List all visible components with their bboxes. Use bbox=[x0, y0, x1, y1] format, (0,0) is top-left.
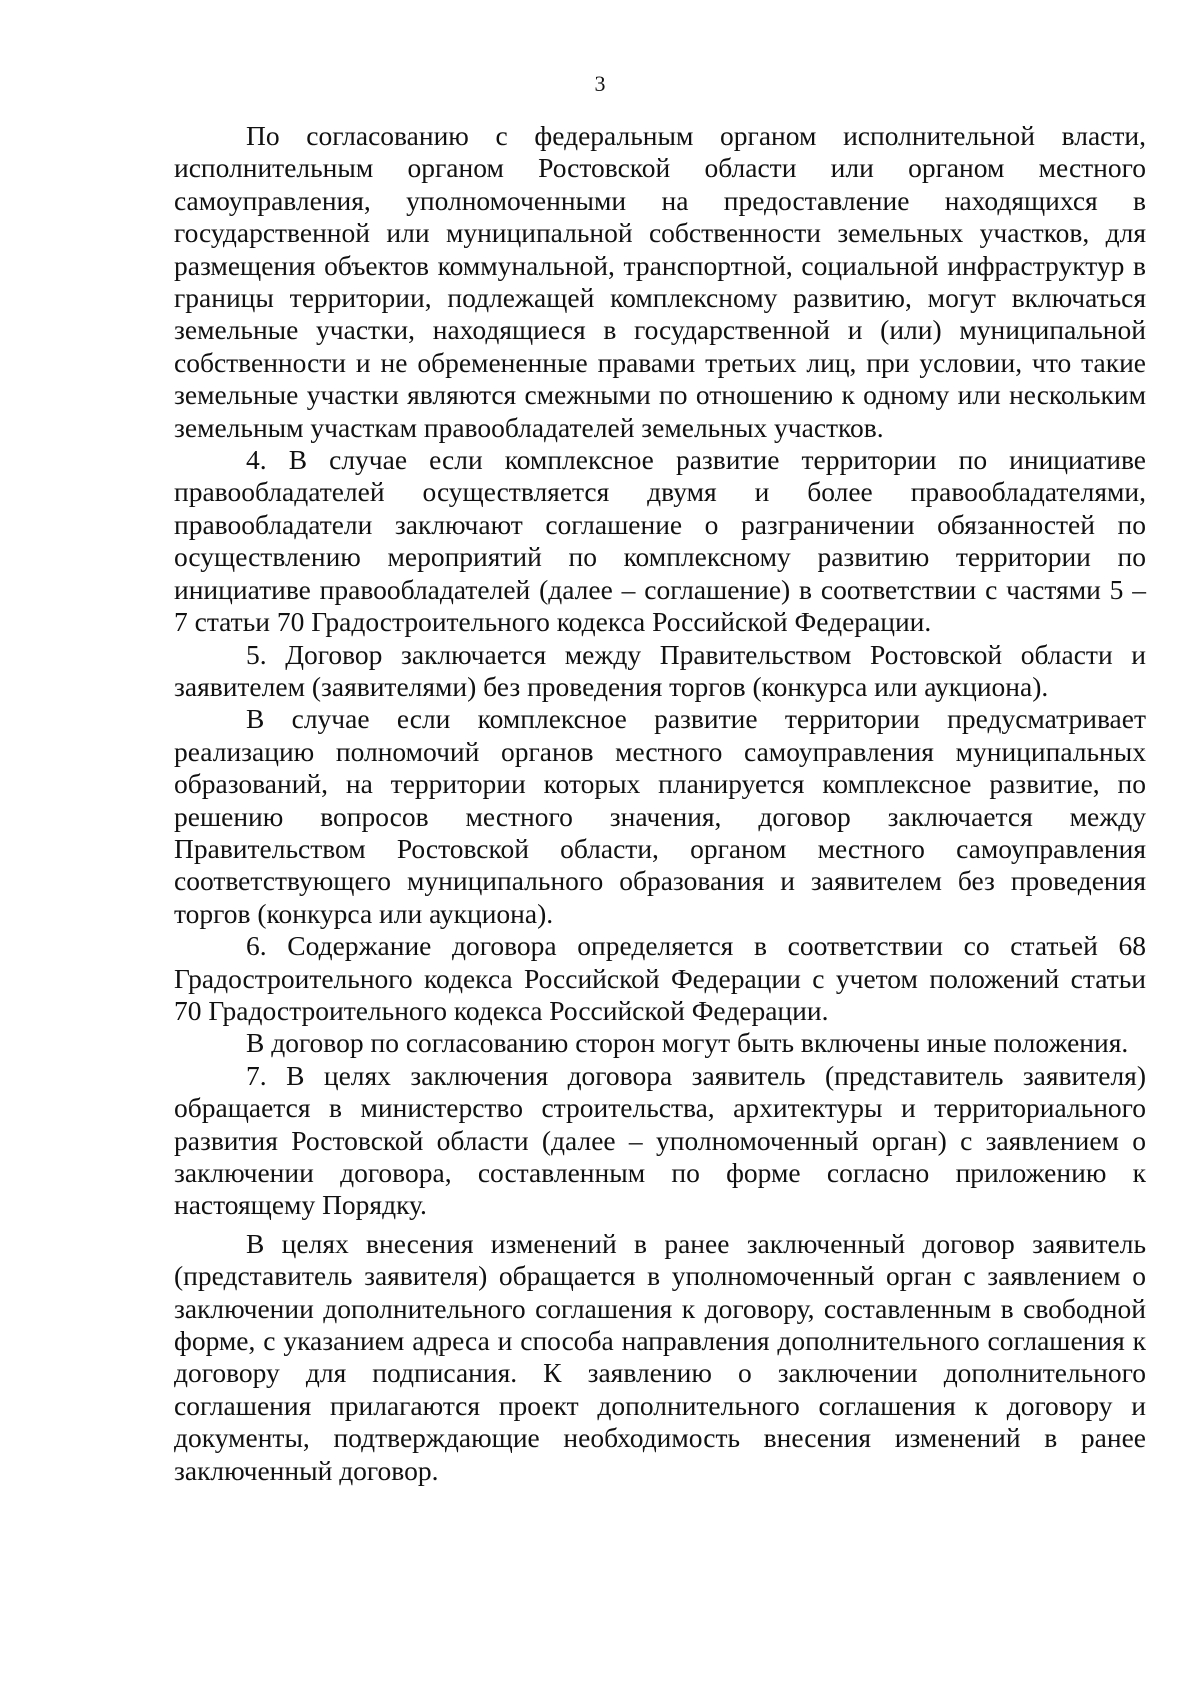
paragraph-4-rights-holders-agreement: 4. В случае если комплексное развитие территории по инициативе правообладателей осуществляется двумя и более правообладателями, правообладатели заключают соглашение о разграничении обязанностей по осуществлению мероприятий по комплексному развитию территории по инициативе правообладателей (далее – соглашение) в соответствии с частями 5 – 7 статьи 70 Градостроительного кодекса Российской Федерации. bbox=[174, 444, 1146, 638]
paragraph-amendments: В целях внесения изменений в ранее заключенный договор заявитель (представитель заявителя) обращается в уполномоченный орган с заявлением о заключении дополнительного соглашения к договору, составленным в свободной форме, с указанием адреса и способа направления дополнительного соглашения к договору для подписания. К заявлению о заключении дополнительного соглашения прилагаются проект дополнительного соглашения к договору и документы, подтверждающие необходимость внесения изменений в ранее заключенный договор. bbox=[174, 1227, 1146, 1486]
paragraph-6-contract-content: 6. Содержание договора определяется в соответствии со статьей 68 Градостроительного кодекса Российской Федерации с учетом положений статьи 70 Градостроительного кодекса Российской Федерации. bbox=[174, 930, 1146, 1026]
paragraph-land-plots-inclusion: По согласованию с федеральным органом исполнительной власти, исполнительным органом Ростовской области или органом местного самоуправления, уполномоченными на предоставление находящихся в государственной или муниципальной собственности земельных участков, для размещения объектов коммунальной, транспортной, социальной инфраструктур в границы территории, подлежащей комплексному развитию, могут включаться земельные участки, находящиеся в государственной и (или) муниципальной собственности и не обремененные правами третьих лиц, при условии, что такие земельные участки являются смежными по отношению к одному или нескольким земельным участкам правообладателей земельных участков. bbox=[174, 120, 1146, 443]
page-number: 3 bbox=[594, 71, 606, 96]
paragraph-other-provisions: В договор по согласованию сторон могут быть включены иные положения. bbox=[246, 1027, 1129, 1059]
paragraph-7-application: 7. В целях заключения договора заявитель (представитель заявителя) обращается в министерство строительства, архитектуры и территориального развития Ростовской области (далее – уполномоченный орган) с заявлением о заключении договора, составленным по форме согласно приложению к настоящему Порядку. bbox=[174, 1059, 1146, 1221]
paragraph-local-self-government: В случае если комплексное развитие территории предусматривает реализацию полномочий органов местного самоуправления муниципальных образований, на территории которых планируется комплексное развитие, по решению вопросов местного значения, договор заключается между Правительством Ростовской области, органом местного самоуправления соответствующего муниципального образования и заявителем без проведения торгов (конкурса или аукциона). bbox=[174, 703, 1146, 929]
document-body bbox=[174, 120, 1146, 1487]
paragraph-5-contract-parties: 5. Договор заключается между Правительством Ростовской области и заявителем (заявителями) без проведения торгов (конкурса или аукциона). bbox=[174, 638, 1146, 702]
